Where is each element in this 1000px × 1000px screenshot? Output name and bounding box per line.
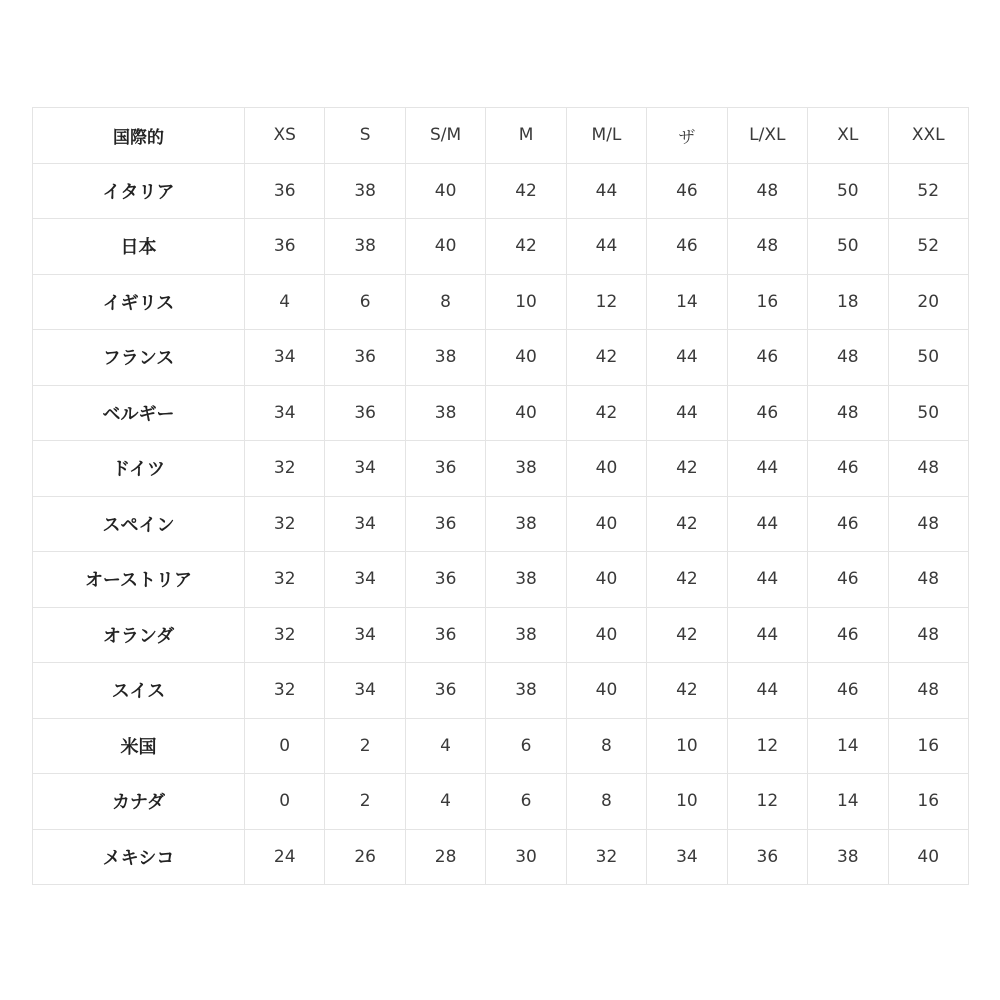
country-cell: 日本 [33, 219, 245, 275]
size-cell: 4 [245, 274, 325, 330]
country-cell: スペイン [33, 496, 245, 552]
table-row [33, 663, 969, 719]
header-cell: 国際的 [33, 108, 245, 164]
size-cell: 48 [888, 441, 969, 497]
size-cell: 42 [566, 330, 646, 386]
size-cell: 48 [727, 219, 807, 275]
table-header-row [33, 108, 969, 164]
size-cell: 38 [325, 219, 405, 275]
table-row [33, 163, 969, 219]
size-cell: 48 [888, 607, 969, 663]
size-cell: 46 [727, 330, 807, 386]
size-cell: 52 [888, 163, 969, 219]
size-cell: 42 [647, 663, 727, 719]
size-cell: 38 [486, 663, 566, 719]
size-cell: 36 [405, 496, 485, 552]
header-cell: M/L [566, 108, 646, 164]
size-cell: 14 [808, 774, 888, 830]
size-cell: 42 [647, 441, 727, 497]
size-cell: 8 [566, 718, 646, 774]
size-cell: 48 [888, 663, 969, 719]
size-cell: 50 [888, 385, 969, 441]
header-cell: XL [808, 108, 888, 164]
size-cell: 40 [566, 663, 646, 719]
header-cell: L/XL [727, 108, 807, 164]
size-cell: 38 [486, 441, 566, 497]
size-cell: 34 [325, 607, 405, 663]
size-cell: 40 [405, 163, 485, 219]
size-cell: 40 [566, 496, 646, 552]
country-cell: イギリス [33, 274, 245, 330]
size-cell: 34 [325, 552, 405, 608]
size-cell: 46 [808, 496, 888, 552]
size-cell: 8 [405, 274, 485, 330]
size-cell: 44 [727, 663, 807, 719]
header-cell: S [325, 108, 405, 164]
size-conversion-table [32, 107, 969, 885]
size-cell: 32 [245, 663, 325, 719]
size-cell: 44 [727, 441, 807, 497]
country-cell: 米国 [33, 718, 245, 774]
size-cell: 42 [486, 219, 566, 275]
size-cell: 34 [325, 441, 405, 497]
size-cell: 42 [647, 552, 727, 608]
size-cell: 16 [727, 274, 807, 330]
size-cell: 2 [325, 718, 405, 774]
size-cell: 16 [888, 774, 969, 830]
size-cell: 10 [486, 274, 566, 330]
size-cell: 32 [245, 552, 325, 608]
size-cell: 46 [647, 219, 727, 275]
size-cell: 8 [566, 774, 646, 830]
size-cell: 12 [727, 718, 807, 774]
size-cell: 50 [888, 330, 969, 386]
size-cell: 4 [405, 718, 485, 774]
table-row [33, 829, 969, 885]
size-cell: 46 [727, 385, 807, 441]
size-cell: 48 [808, 385, 888, 441]
size-cell: 18 [808, 274, 888, 330]
size-cell: 48 [808, 330, 888, 386]
table-row [33, 219, 969, 275]
size-cell: 36 [405, 607, 485, 663]
size-cell: 12 [727, 774, 807, 830]
size-cell: 0 [245, 774, 325, 830]
size-cell: 12 [566, 274, 646, 330]
size-cell: 48 [888, 496, 969, 552]
size-cell: 14 [647, 274, 727, 330]
size-cell: 44 [647, 330, 727, 386]
size-cell: 32 [566, 829, 646, 885]
country-cell: オーストリア [33, 552, 245, 608]
size-cell: 40 [888, 829, 969, 885]
size-cell: 44 [727, 552, 807, 608]
size-cell: 34 [647, 829, 727, 885]
size-cell: 46 [808, 607, 888, 663]
size-cell: 38 [405, 385, 485, 441]
size-cell: 40 [566, 441, 646, 497]
size-cell: 44 [727, 496, 807, 552]
size-cell: 36 [245, 219, 325, 275]
country-cell: オランダ [33, 607, 245, 663]
table-row [33, 385, 969, 441]
table-body [33, 163, 969, 885]
table-row [33, 718, 969, 774]
country-cell: ベルギー [33, 385, 245, 441]
size-cell: 6 [486, 774, 566, 830]
size-cell: 0 [245, 718, 325, 774]
size-cell: 36 [405, 552, 485, 608]
table-row [33, 274, 969, 330]
size-cell: 34 [245, 330, 325, 386]
size-cell: 20 [888, 274, 969, 330]
country-cell: イタリア [33, 163, 245, 219]
size-cell: 32 [245, 607, 325, 663]
size-cell: 32 [245, 441, 325, 497]
size-cell: 10 [647, 718, 727, 774]
size-cell: 48 [888, 552, 969, 608]
size-cell: 2 [325, 774, 405, 830]
size-cell: 38 [325, 163, 405, 219]
size-cell: 46 [808, 663, 888, 719]
table-row [33, 607, 969, 663]
size-cell: 24 [245, 829, 325, 885]
size-cell: 44 [647, 385, 727, 441]
size-cell: 34 [245, 385, 325, 441]
size-cell: 46 [647, 163, 727, 219]
table-row [33, 552, 969, 608]
size-cell: 34 [325, 663, 405, 719]
size-cell: 36 [245, 163, 325, 219]
size-cell: 44 [566, 219, 646, 275]
header-cell: M [486, 108, 566, 164]
table-row [33, 496, 969, 552]
size-cell: 40 [486, 330, 566, 386]
country-cell: フランス [33, 330, 245, 386]
size-cell: 10 [647, 774, 727, 830]
size-cell: 44 [727, 607, 807, 663]
country-cell: カナダ [33, 774, 245, 830]
size-cell: 36 [727, 829, 807, 885]
size-cell: 40 [486, 385, 566, 441]
size-cell: 38 [808, 829, 888, 885]
size-cell: 42 [647, 607, 727, 663]
header-cell: ザ [647, 108, 727, 164]
size-cell: 42 [566, 385, 646, 441]
size-cell: 40 [566, 552, 646, 608]
table-row [33, 774, 969, 830]
size-cell: 50 [808, 163, 888, 219]
size-cell: 6 [486, 718, 566, 774]
size-cell: 50 [808, 219, 888, 275]
size-cell: 36 [325, 330, 405, 386]
size-cell: 38 [405, 330, 485, 386]
country-cell: ドイツ [33, 441, 245, 497]
header-cell: S/M [405, 108, 485, 164]
size-cell: 46 [808, 441, 888, 497]
size-cell: 36 [325, 385, 405, 441]
size-cell: 36 [405, 441, 485, 497]
size-cell: 48 [727, 163, 807, 219]
country-cell: メキシコ [33, 829, 245, 885]
table-row [33, 441, 969, 497]
table-row [33, 330, 969, 386]
size-cell: 38 [486, 496, 566, 552]
size-cell: 14 [808, 718, 888, 774]
size-cell: 44 [566, 163, 646, 219]
size-cell: 32 [245, 496, 325, 552]
size-cell: 38 [486, 552, 566, 608]
size-cell: 26 [325, 829, 405, 885]
size-cell: 36 [405, 663, 485, 719]
size-cell: 40 [405, 219, 485, 275]
size-cell: 38 [486, 607, 566, 663]
size-cell: 34 [325, 496, 405, 552]
size-cell: 30 [486, 829, 566, 885]
header-cell: XS [245, 108, 325, 164]
size-cell: 6 [325, 274, 405, 330]
size-cell: 16 [888, 718, 969, 774]
size-cell: 46 [808, 552, 888, 608]
size-cell: 28 [405, 829, 485, 885]
size-cell: 42 [647, 496, 727, 552]
size-cell: 40 [566, 607, 646, 663]
size-cell: 52 [888, 219, 969, 275]
country-cell: スイス [33, 663, 245, 719]
size-cell: 42 [486, 163, 566, 219]
size-cell: 4 [405, 774, 485, 830]
header-cell: XXL [888, 108, 969, 164]
